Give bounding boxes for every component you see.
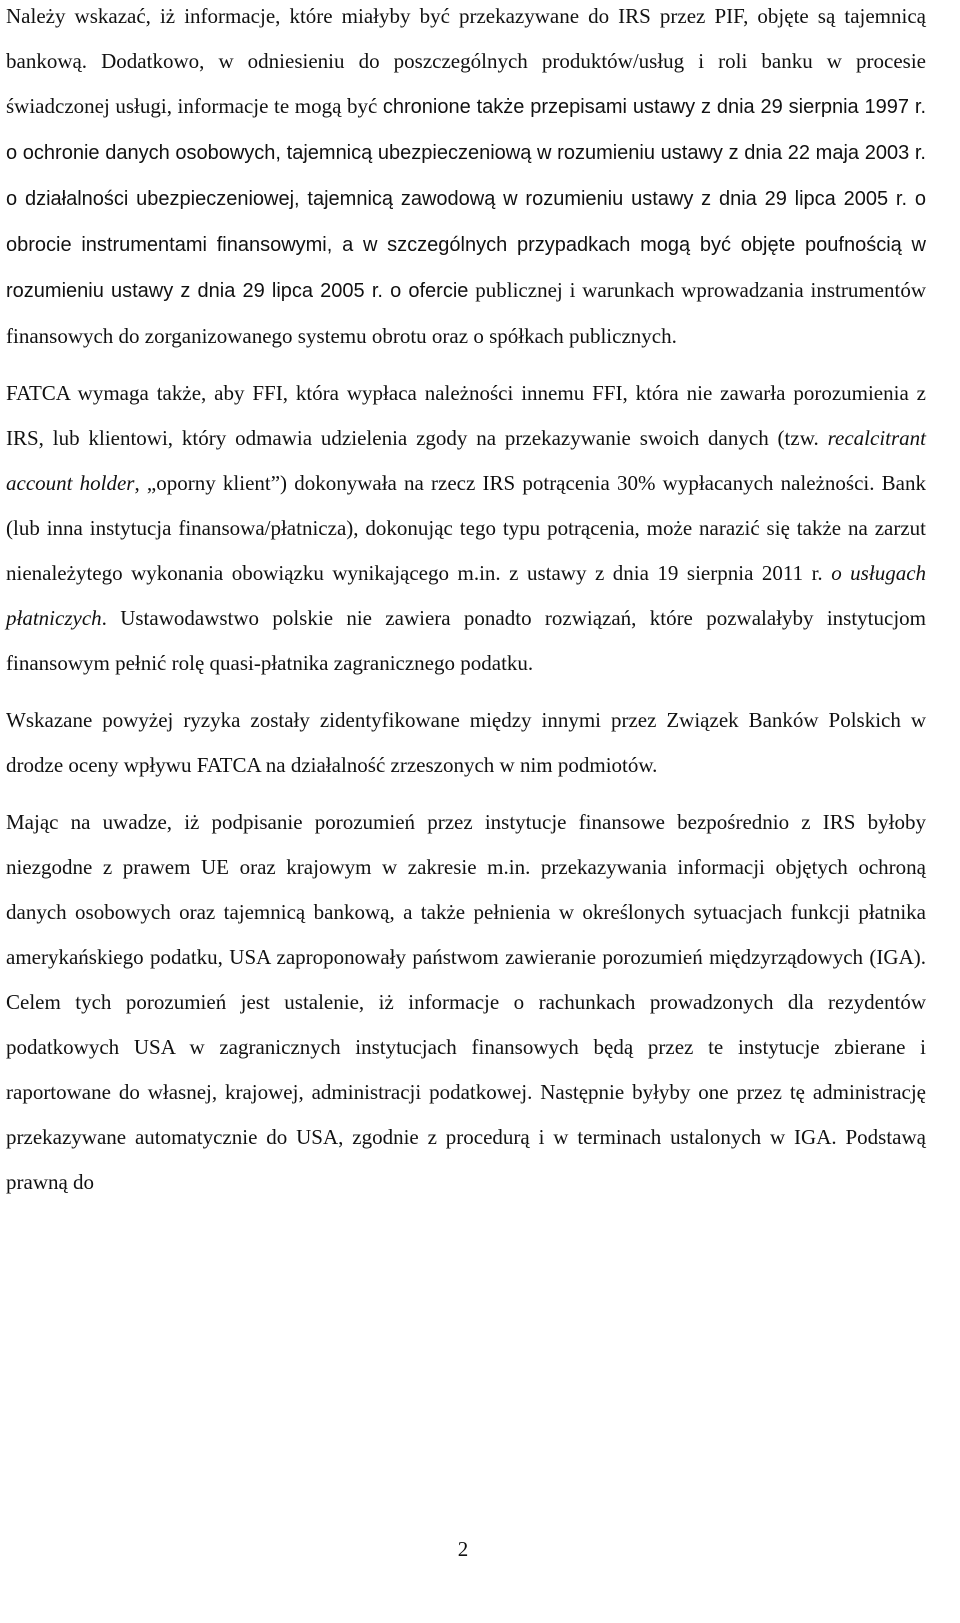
paragraph-iga-agreements: Mając na uwadze, iż podpisanie porozumień przez instytucje finansowe bezpośrednio z IRS byłoby niezgodne z prawem UE oraz krajowym w zakresie m.in. przekazywania informacji objętych ochroną danych osobowych oraz tajemnicą bankową, a także pełnienia w określonych sytuacjach funkcji płatnika amerykańskiego podatku, USA zaproponowały państwom zawieranie porozumień międzyrządowych (IGA). Celem tych porozumień jest ustalenie, iż informacje o rachunkach prowadzonych dla rezydentów podatkowych USA w zagranicznych instytucjach finansowych będą przez te instytucje zbierane i raportowane do własnej, krajowej, administracji podatkowej. Następnie byłyby one przez tę administrację przekazywane automatycznie do USA, zgodnie z procedurą i w terminach ustalonych w IGA. Podstawą prawną do [6, 810, 926, 1194]
paragraph-bank-secrecy [6, 0, 926, 359]
italic-term: recalcitrant account holder [6, 426, 926, 495]
paragraph-risks-identified: Wskazane powyżej ryzyka zostały zidentyfikowane między innymi przez Związek Banków Polskich w drodze oceny wpływu FATCA na działalność zrzeszonych w nim podmiotów. [6, 708, 926, 777]
italic-act-title: o usługach płatniczych [6, 561, 927, 630]
page-number: 2 [457, 1537, 469, 1561]
paragraph-text: . Ustawodawstwo polskie nie zawiera ponadto rozwiązań, które pozwalałyby instytucjom finansowym pełnić rolę quasi-płatnika zagranicznego podatku. [6, 606, 926, 675]
paragraph-text-sans: chronione także przepisami ustawy z dnia 29 sierpnia 1997 r. o ochronie danych osobowych, tajemnicą ubezpieczeniową w rozumieniu ustawy z dnia 22 maja 2003 r. o działalności ubezpieczeniowej, tajemnicą zawodową w rozumieniu ustawy z dnia 29 lipca 2005 r. o obrocie instrumentami finansowymi, a w szczególnych przypadkach mogą być objęte poufnością w rozumieniu ustawy z dnia 29 lipca 2005 r. o ofercie [6, 96, 927, 302]
document-page [6, 0, 926, 1205]
paragraph-text: publicznej i warunkach wprowadzania instrumentów finansowych do zorganizowanego systemu obrotu oraz o spółkach publicznych. [6, 278, 927, 348]
paragraph-text: Należy wskazać, iż informacje, które miałyby być przekazywane do IRS przez PIF, objęte są tajemnicą bankową. Dodatkowo, w odniesieniu do poszczególnych produktów/usług i roli banku w procesie świadczonej usługi, informacje te mogą być [6, 4, 926, 118]
paragraph-fatca-withholding [6, 371, 926, 686]
paragraph-text: FATCA wymaga także, aby FFI, która wypłaca należności innemu FFI, która nie zawarła porozumienia z IRS, lub klientowi, który odmawia udzielenia zgody na przekazywanie swoich danych (tzw. [6, 381, 926, 450]
paragraph-text: , „oporny klient”) dokonywała na rzecz IRS potrącenia 30% wypłacanych należności. Bank (lub inna instytucja finansowa/płatnicza), dokonując tego typu potrącenia, może narazić się także na zarzut nienależytego wykonania obowiązku wynikającego m.in. z ustawy z dnia 19 sierpnia 2011 r. [6, 471, 926, 585]
